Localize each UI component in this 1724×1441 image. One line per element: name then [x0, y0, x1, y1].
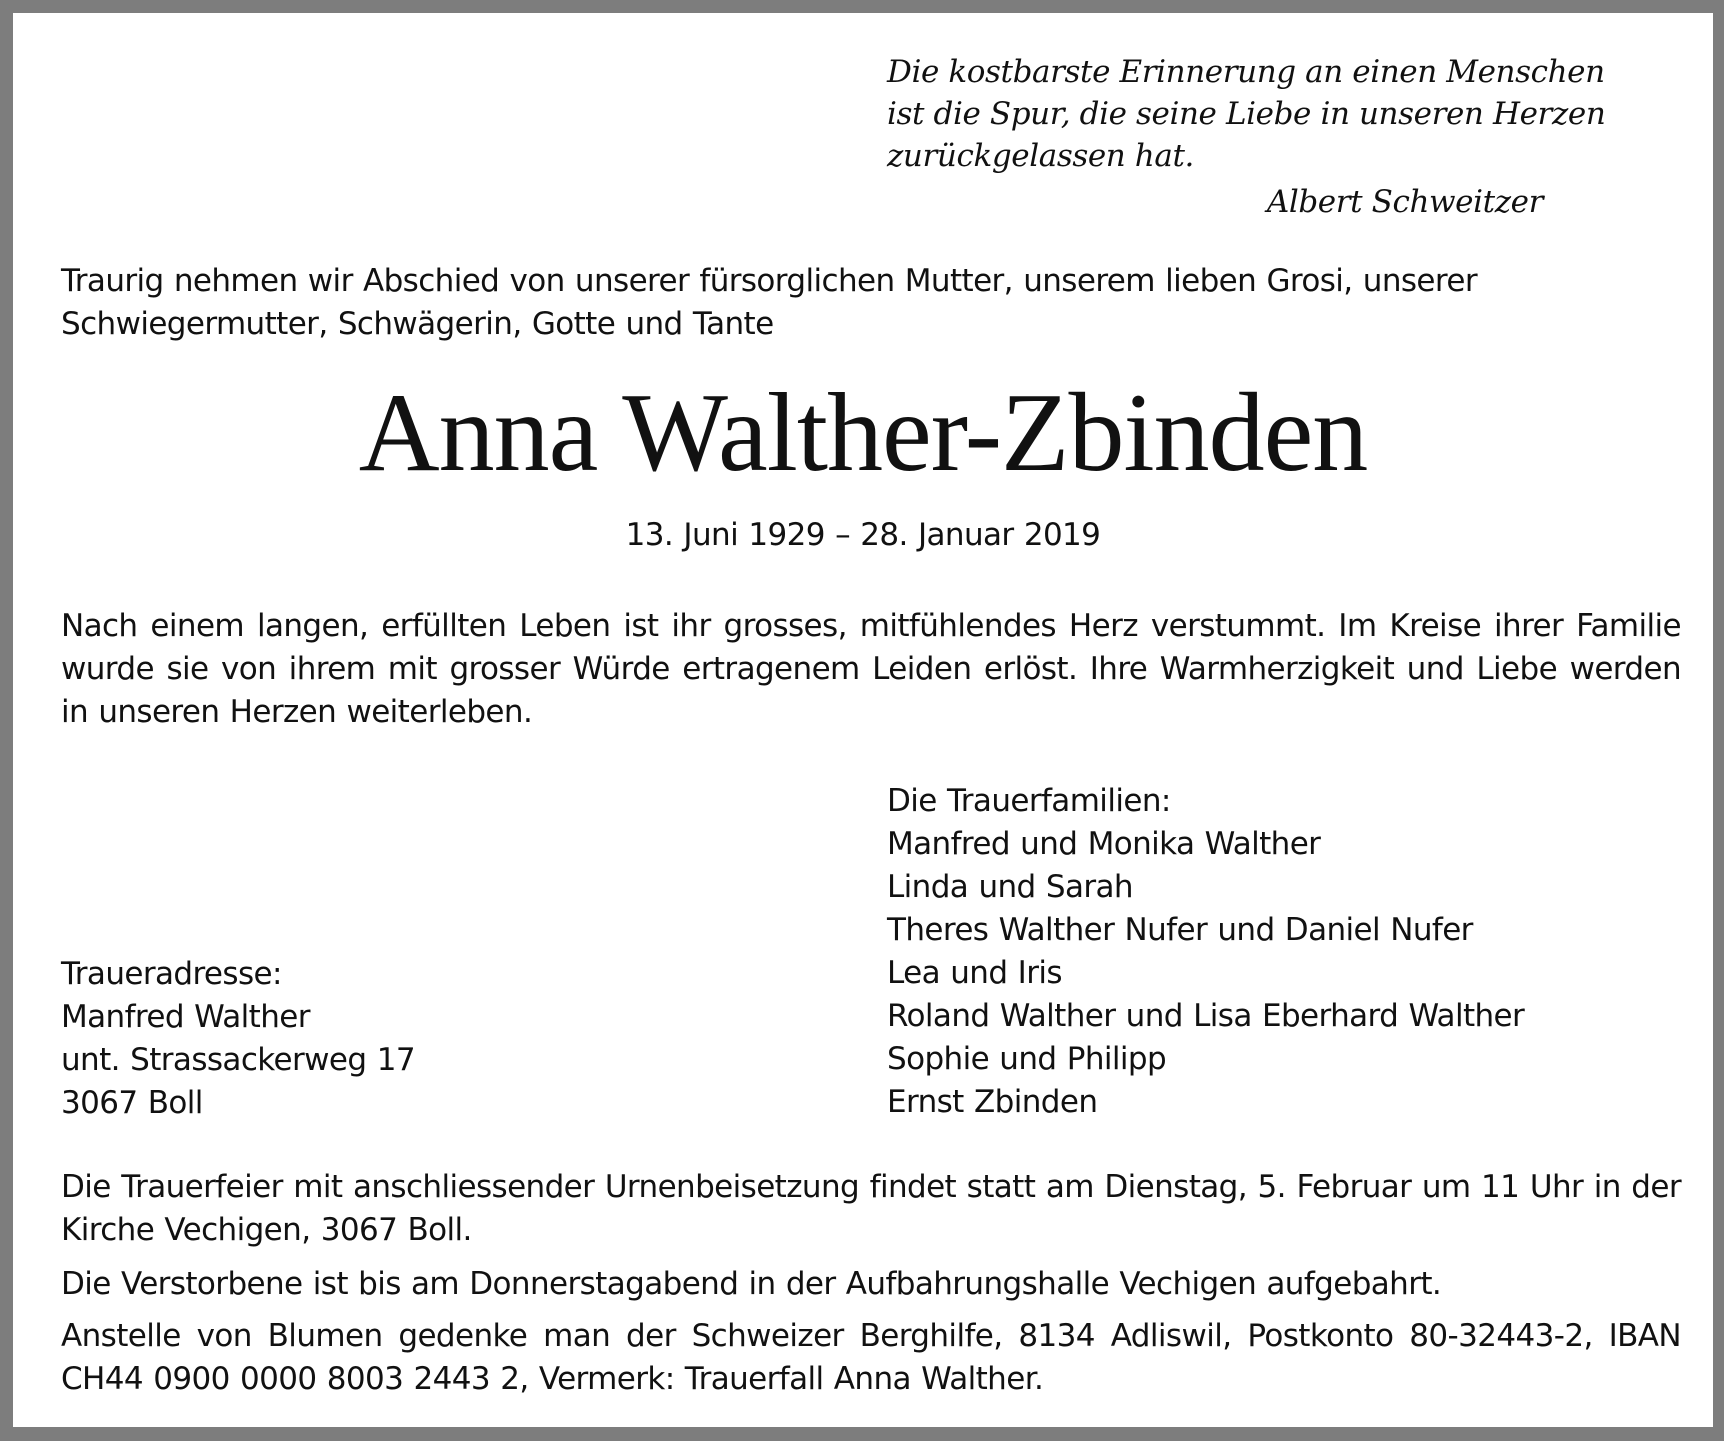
obituary-notice [13, 13, 1713, 1427]
families-heading: Die Trauerfamilien: [887, 783, 1171, 819]
family-member: Sophie und Philipp [887, 1041, 1167, 1077]
address-line: 3067 Boll [61, 1085, 203, 1121]
family-member: Lea und Iris [887, 955, 1062, 991]
family-member: Theres Walther Nufer und Daniel Nufer [887, 912, 1473, 948]
address-line: Manfred Walther [61, 999, 310, 1035]
motto-line: ist die Spur, die seine Liebe in unseren Herzen [887, 96, 1606, 132]
motto-line: Die kostbarste Erinnerung an einen Menschen [887, 54, 1605, 90]
farewell-text: Nach einem langen, erfüllten Leben ist ihr grosses, mitfühlendes Herz verstummt. Im Kreise ihrer Familie wurde sie von ihrem mit grosser Würde ertragenem Leiden erlöst. Ihre Warmherzigkeit und Liebe werden in unseren Herzen weiterleben. [61, 608, 1681, 730]
viewing-notice: Die Verstorbene ist bis am Donnerstagabend in der Aufbahrungshalle Vechigen aufgebahrt. [61, 1266, 1442, 1302]
address-line: unt. Strassackerweg 17 [61, 1042, 415, 1078]
family-member: Linda und Sarah [887, 869, 1133, 905]
family-member: Ernst Zbinden [887, 1084, 1098, 1120]
motto-author: Albert Schweitzer [1266, 184, 1543, 220]
family-member: Manfred und Monika Walther [887, 826, 1321, 862]
motto-line: zurückgelassen hat. [887, 138, 1194, 174]
service-notice: Die Trauerfeier mit anschliessender Urnenbeisetzung findet statt am Dienstag, 5. Februar um 11 Uhr in der Kirche Vechigen, 3067 Boll. [61, 1169, 1681, 1248]
intro-text: Traurig nehmen wir Abschied von unserer fürsorglichen Mutter, unserem lieben Grosi, unserer Schwiegermutter, Schwägerin, Gotte und Tante [61, 263, 1477, 342]
donation-notice: Anstelle von Blumen gedenke man der Schweizer Berghilfe, 8134 Adliswil, Postkonto 80-32443-2, IBAN CH44 0900 0000 8003 2443 2, Vermerk: Trauerfall Anna Walther. [61, 1318, 1681, 1397]
mourning-address [61, 953, 661, 1125]
life-dates: 13. Juni 1929 – 28. Januar 2019 [625, 517, 1101, 553]
address-heading: Traueradresse: [61, 956, 282, 992]
family-member: Roland Walther und Lisa Eberhard Walther [887, 998, 1525, 1034]
mourning-families [887, 780, 1687, 1124]
motto-quote [887, 51, 1606, 177]
deceased-name: Anna Walther-Zbinden [358, 371, 1368, 495]
